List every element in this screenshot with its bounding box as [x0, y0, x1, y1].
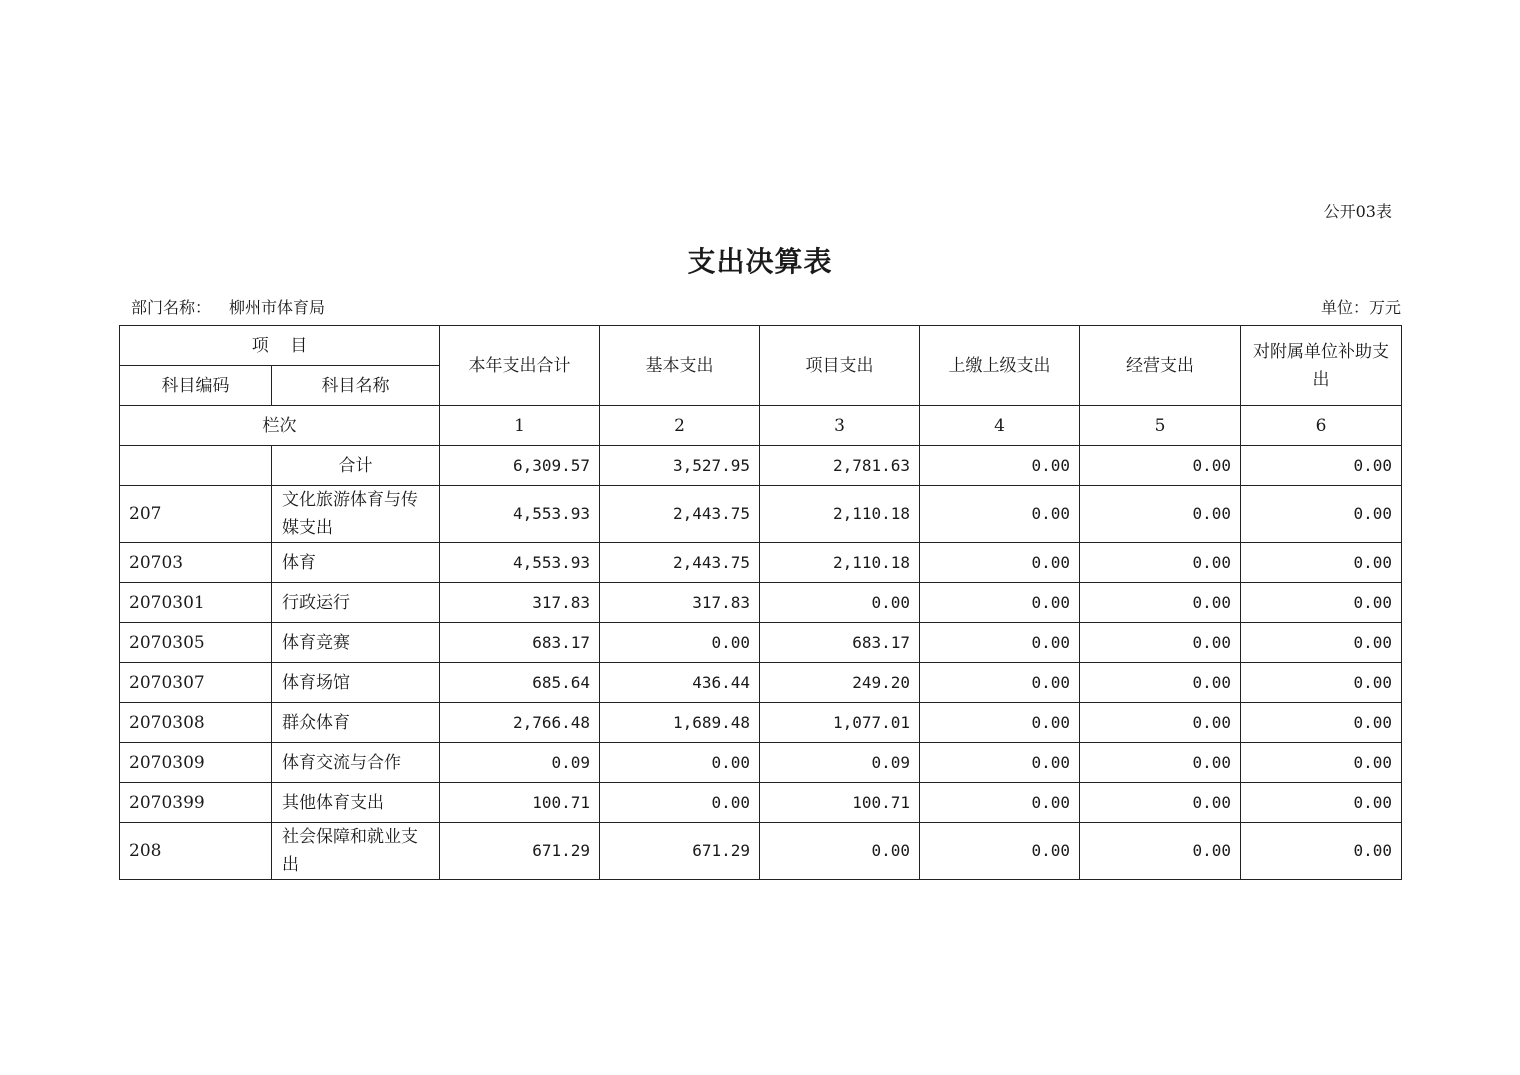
row-value: 0.00	[1241, 783, 1402, 823]
row-value: 3,527.95	[600, 446, 760, 486]
row-value: 0.00	[1241, 623, 1402, 663]
row-value: 683.17	[760, 623, 920, 663]
row-name: 其他体育支出	[272, 783, 440, 823]
row-code: 2070305	[120, 623, 272, 663]
row-code	[120, 446, 272, 486]
row-value: 0.00	[1080, 783, 1241, 823]
col-num: 5	[1080, 406, 1241, 446]
header-total: 本年支出合计	[440, 326, 600, 406]
col-num: 6	[1241, 406, 1402, 446]
row-name: 文化旅游体育与传媒支出	[272, 486, 440, 543]
row-value: 0.00	[920, 743, 1080, 783]
unit-label: 单位：万元	[1320, 298, 1401, 317]
row-name: 体育	[272, 543, 440, 583]
row-code: 20703	[120, 543, 272, 583]
row-value: 317.83	[440, 583, 600, 623]
row-value: 0.00	[1080, 446, 1241, 486]
row-name: 体育交流与合作	[272, 743, 440, 783]
row-value: 6,309.57	[440, 446, 600, 486]
row-value: 0.00	[920, 486, 1080, 543]
table-row	[120, 543, 1402, 583]
row-value: 0.00	[1241, 583, 1402, 623]
header-name: 科目名称	[272, 366, 440, 406]
row-code: 2070308	[120, 703, 272, 743]
row-value: 249.20	[760, 663, 920, 703]
row-value: 0.09	[440, 743, 600, 783]
table-row	[120, 663, 1402, 703]
row-value: 0.00	[1080, 663, 1241, 703]
row-value: 4,553.93	[440, 486, 600, 543]
page-title: 支出决算表	[687, 245, 833, 278]
row-value: 2,766.48	[440, 703, 600, 743]
row-value: 0.00	[920, 446, 1080, 486]
row-value: 0.00	[1241, 486, 1402, 543]
row-value: 317.83	[600, 583, 760, 623]
header-business: 经营支出	[1080, 326, 1241, 406]
row-value: 2,110.18	[760, 543, 920, 583]
expenditure-table	[119, 325, 1402, 880]
row-code: 2070301	[120, 583, 272, 623]
row-value: 685.64	[440, 663, 600, 703]
row-value: 671.29	[600, 823, 760, 880]
row-value: 0.00	[1080, 823, 1241, 880]
row-name: 合计	[272, 446, 440, 486]
row-value: 0.00	[600, 623, 760, 663]
row-value: 0.00	[920, 703, 1080, 743]
row-value: 4,553.93	[440, 543, 600, 583]
row-value: 0.00	[600, 743, 760, 783]
table-row	[120, 703, 1402, 743]
row-code: 2070309	[120, 743, 272, 783]
row-value: 0.00	[1080, 583, 1241, 623]
row-name: 社会保障和就业支出	[272, 823, 440, 880]
row-value: 0.00	[760, 583, 920, 623]
table-row	[120, 783, 1402, 823]
col-num: 1	[440, 406, 600, 446]
row-code: 2070307	[120, 663, 272, 703]
row-value: 0.00	[1241, 743, 1402, 783]
row-value: 0.00	[1241, 663, 1402, 703]
row-value: 0.00	[1241, 446, 1402, 486]
col-num: 3	[760, 406, 920, 446]
col-num: 2	[600, 406, 760, 446]
row-value: 0.09	[760, 743, 920, 783]
row-value: 683.17	[440, 623, 600, 663]
row-name: 行政运行	[272, 583, 440, 623]
row-name: 群众体育	[272, 703, 440, 743]
header-subsidy: 对附属单位补助支出	[1241, 326, 1402, 406]
table-row	[120, 446, 1402, 486]
department-line	[131, 295, 325, 318]
row-value: 2,110.18	[760, 486, 920, 543]
table-row	[120, 583, 1402, 623]
row-code: 207	[120, 486, 272, 543]
header-basic: 基本支出	[600, 326, 760, 406]
form-number: 公开03表	[1323, 202, 1392, 221]
row-code: 2070399	[120, 783, 272, 823]
row-value: 0.00	[760, 823, 920, 880]
row-code: 208	[120, 823, 272, 880]
header-project-expense: 项目支出	[760, 326, 920, 406]
header-project: 项 目	[120, 326, 440, 366]
row-value: 0.00	[1080, 623, 1241, 663]
row-value: 2,443.75	[600, 486, 760, 543]
row-value: 0.00	[1241, 543, 1402, 583]
header-code: 科目编码	[120, 366, 272, 406]
header-upper: 上缴上级支出	[920, 326, 1080, 406]
row-value: 100.71	[440, 783, 600, 823]
row-value: 2,781.63	[760, 446, 920, 486]
column-number-row	[120, 406, 1402, 446]
row-value: 671.29	[440, 823, 600, 880]
row-value: 0.00	[1080, 703, 1241, 743]
table-row	[120, 823, 1402, 880]
row-value: 0.00	[600, 783, 760, 823]
row-value: 0.00	[1241, 703, 1402, 743]
row-value: 0.00	[920, 623, 1080, 663]
row-value: 436.44	[600, 663, 760, 703]
row-value: 0.00	[920, 783, 1080, 823]
table-row	[120, 743, 1402, 783]
department-label: 部门名称：	[131, 298, 212, 317]
department-name: 柳州市体育局	[229, 298, 326, 317]
row-value: 100.71	[760, 783, 920, 823]
row-value: 0.00	[1080, 743, 1241, 783]
row-value: 0.00	[920, 543, 1080, 583]
row-value: 1,077.01	[760, 703, 920, 743]
row-value: 0.00	[1080, 486, 1241, 543]
row-value: 0.00	[920, 663, 1080, 703]
row-name: 体育场馆	[272, 663, 440, 703]
table-row	[120, 623, 1402, 663]
row-value: 2,443.75	[600, 543, 760, 583]
col-num: 4	[920, 406, 1080, 446]
row-value: 1,689.48	[600, 703, 760, 743]
row-value: 0.00	[920, 823, 1080, 880]
row-value: 0.00	[1241, 823, 1402, 880]
row-value: 0.00	[1080, 543, 1241, 583]
table-row	[120, 486, 1402, 543]
col-row-label: 栏次	[120, 406, 440, 446]
row-name: 体育竞赛	[272, 623, 440, 663]
row-value: 0.00	[920, 583, 1080, 623]
